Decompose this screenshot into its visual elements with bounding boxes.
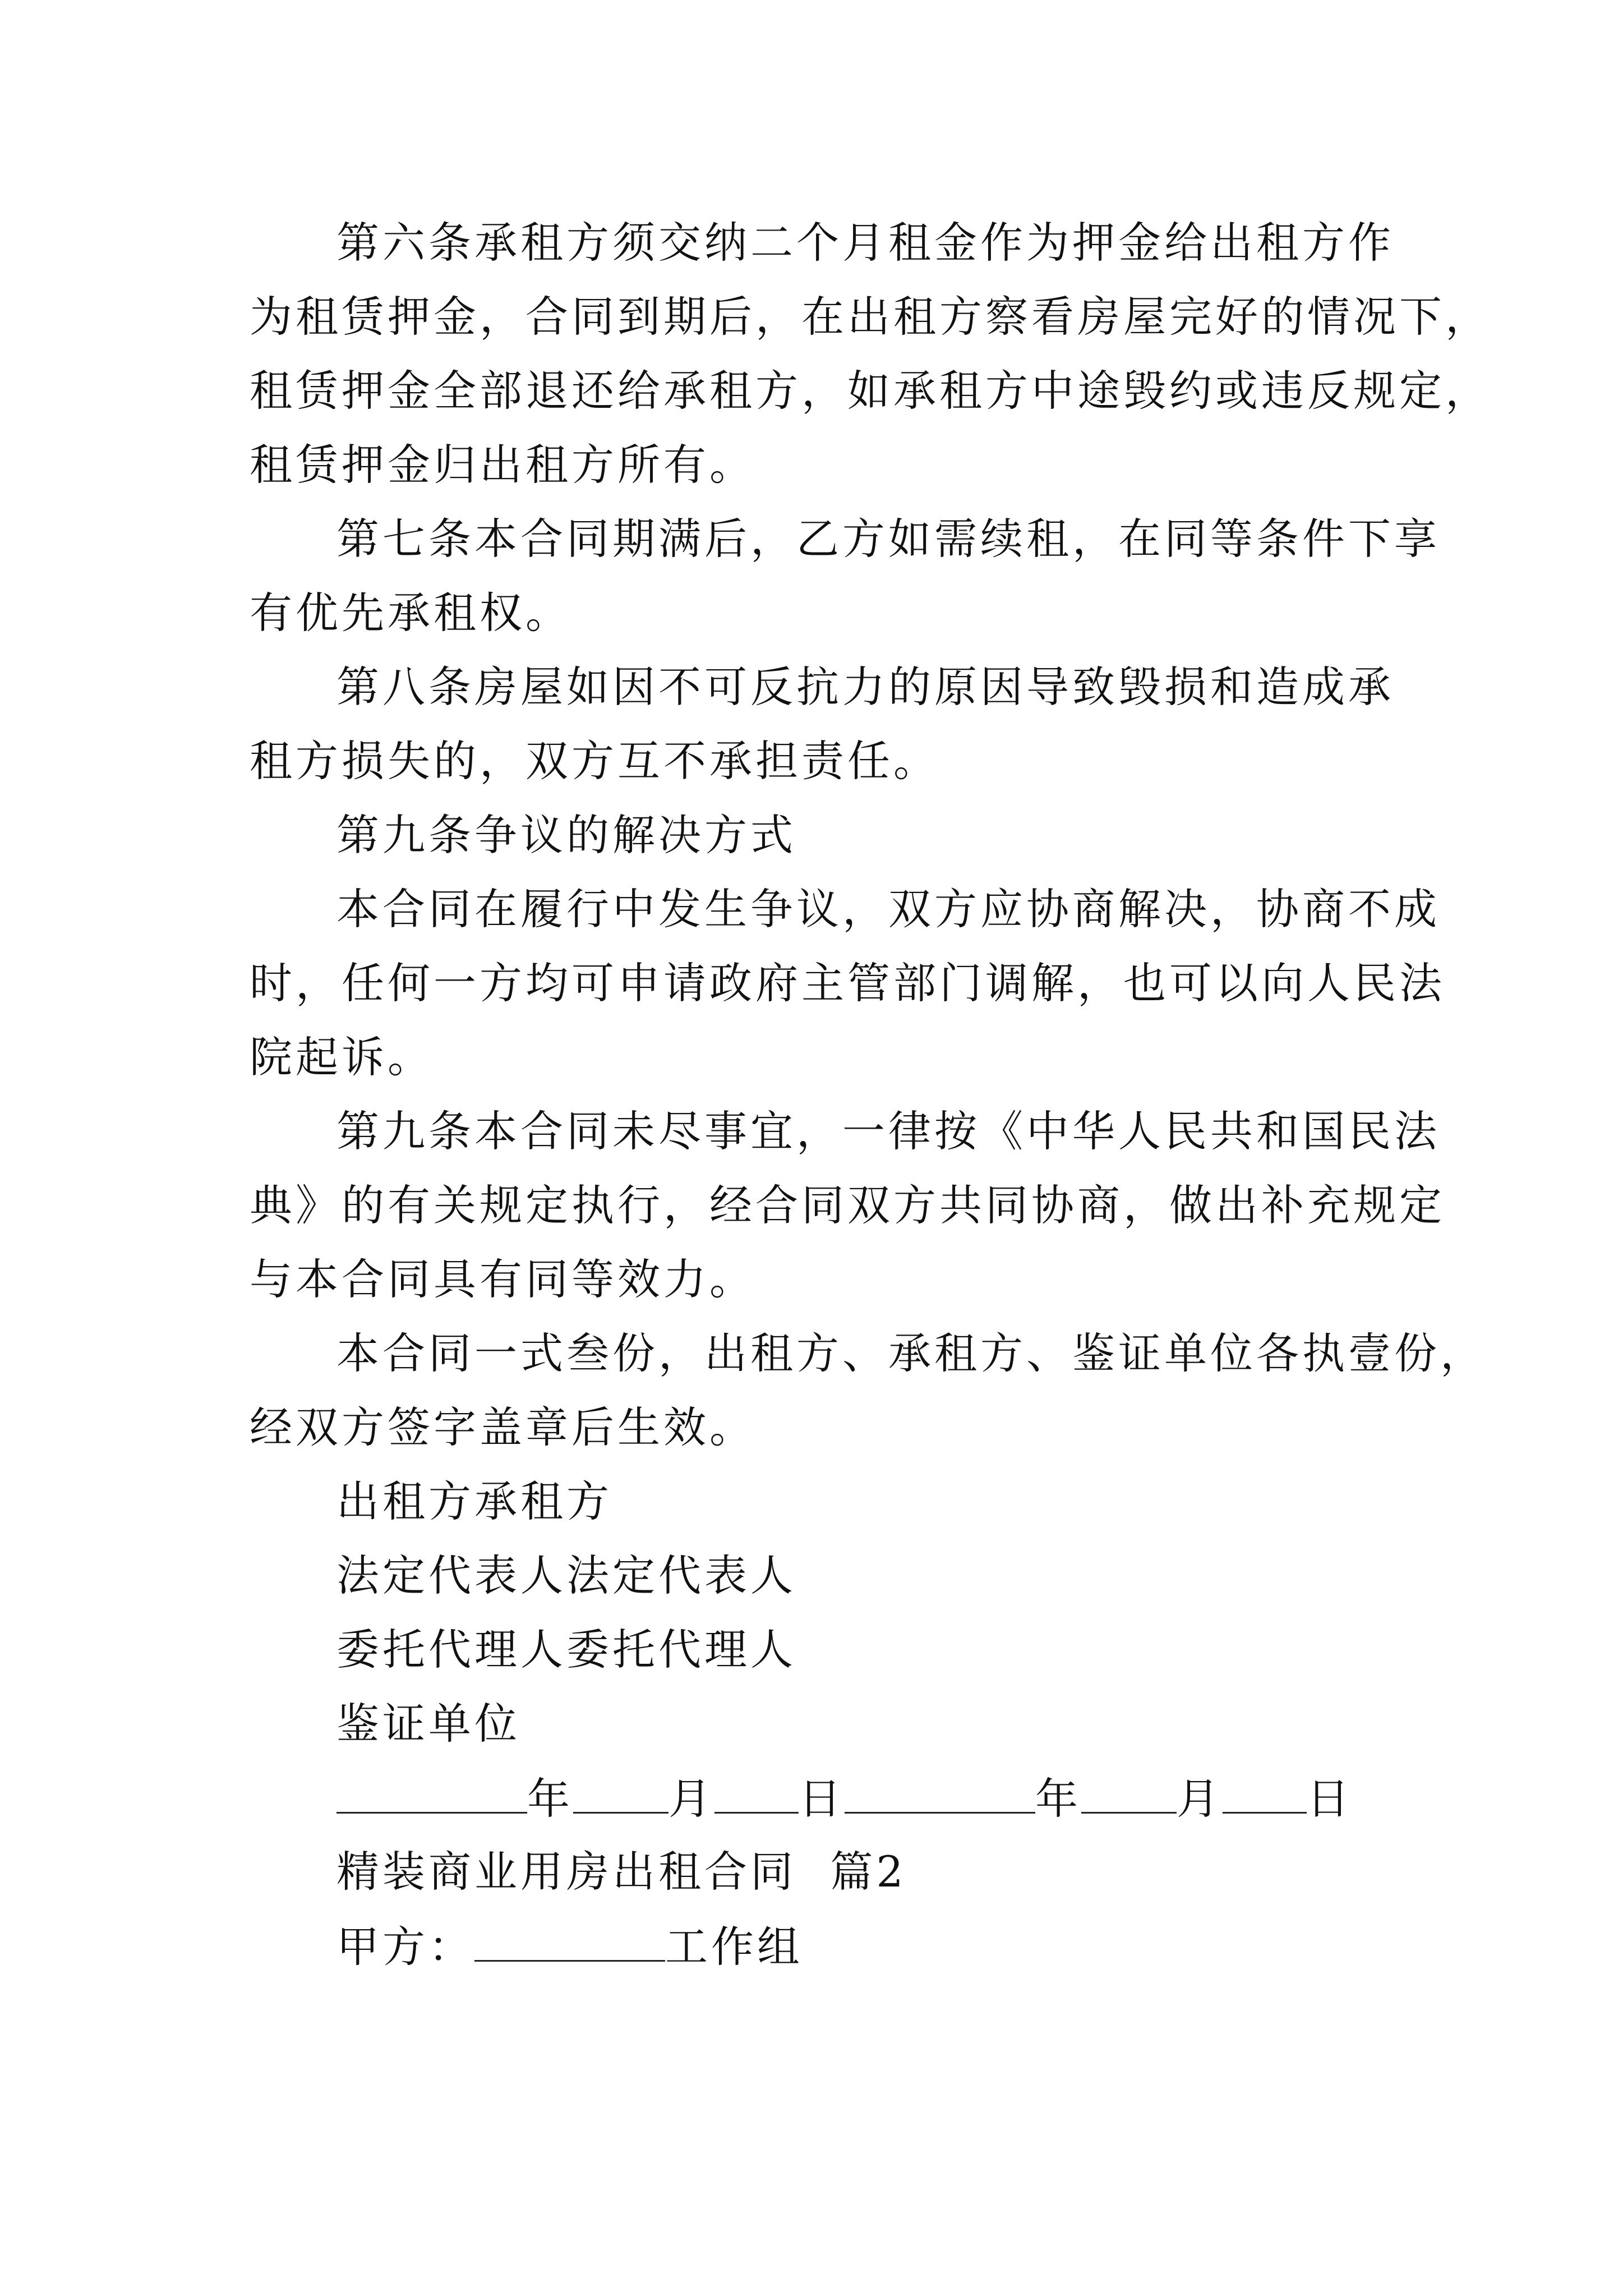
date-blank-year-1 xyxy=(336,1773,527,1814)
date-day-2: 日 xyxy=(1307,1774,1353,1824)
article9b-line3: 与本合同具有同等效力。 xyxy=(250,1254,755,1304)
party-a-suffix: 工作组 xyxy=(665,1922,803,1972)
article6-line1: 第六条承租方须交纳二个月租金作为押金给出租方作 xyxy=(336,218,1394,268)
date-blank-year-2 xyxy=(845,1773,1035,1814)
article8-line1: 第八条房屋如因不可反抗力的原因导致毁损和造成承 xyxy=(336,662,1394,712)
date-month-1: 月 xyxy=(668,1774,714,1824)
date-day-1: 日 xyxy=(799,1774,845,1824)
article9-heading: 第九条争议的解决方式 xyxy=(336,810,796,860)
article9b-line1: 第九条本合同未尽事宜，一律按《中华人民共和国民法 xyxy=(336,1106,1440,1156)
date-month-2: 月 xyxy=(1177,1774,1223,1824)
signature-parties: 出租方承租方 xyxy=(336,1476,612,1526)
copies-line2: 经双方签字盖章后生效。 xyxy=(250,1402,755,1452)
date-blank-day-2 xyxy=(1223,1773,1307,1814)
date-line xyxy=(336,1773,1353,1824)
dispute-line1: 本合同在履行中发生争议，双方应协商解决，协商不成 xyxy=(336,884,1440,934)
party-a-line xyxy=(336,1921,803,1972)
article6-line2: 为租赁押金，合同到期后，在出租方察看房屋完好的情况下， xyxy=(250,292,1491,342)
signature-legal-rep: 法定代表人法定代表人 xyxy=(336,1550,796,1600)
date-blank-month-1 xyxy=(573,1773,668,1814)
article7-line1: 第七条本合同期满后，乙方如需续租，在同等条件下享 xyxy=(336,514,1440,564)
next-section-title: 精装商业用房出租合同 篇2 xyxy=(336,1847,907,1897)
article7-line2: 有优先承租权。 xyxy=(250,588,571,638)
party-a-blank xyxy=(474,1921,665,1962)
date-blank-day-1 xyxy=(714,1773,799,1814)
article8-line2: 租方损失的，双方互不承担责任。 xyxy=(250,736,939,786)
dispute-line2: 时，任何一方均可申请政府主管部门调解，也可以向人民法 xyxy=(250,958,1445,1008)
dispute-line3: 院起诉。 xyxy=(250,1032,434,1082)
signature-agent: 委托代理人委托代理人 xyxy=(336,1625,796,1674)
article6-line4: 租赁押金归出租方所有。 xyxy=(250,440,755,490)
signature-witness: 鉴证单位 xyxy=(336,1699,520,1749)
date-blank-month-2 xyxy=(1081,1773,1177,1814)
copies-line1: 本合同一式叁份，出租方、承租方、鉴证单位各执壹份， xyxy=(336,1328,1486,1378)
party-a-label: 甲方： xyxy=(336,1922,474,1972)
date-year-2: 年 xyxy=(1035,1774,1081,1824)
article6-line3: 租赁押金全部退还给承租方，如承租方中途毁约或违反规定， xyxy=(250,366,1491,416)
date-year-1: 年 xyxy=(527,1774,573,1824)
article9b-line2: 典》的有关规定执行，经合同双方共同协商，做出补充规定 xyxy=(250,1180,1445,1230)
